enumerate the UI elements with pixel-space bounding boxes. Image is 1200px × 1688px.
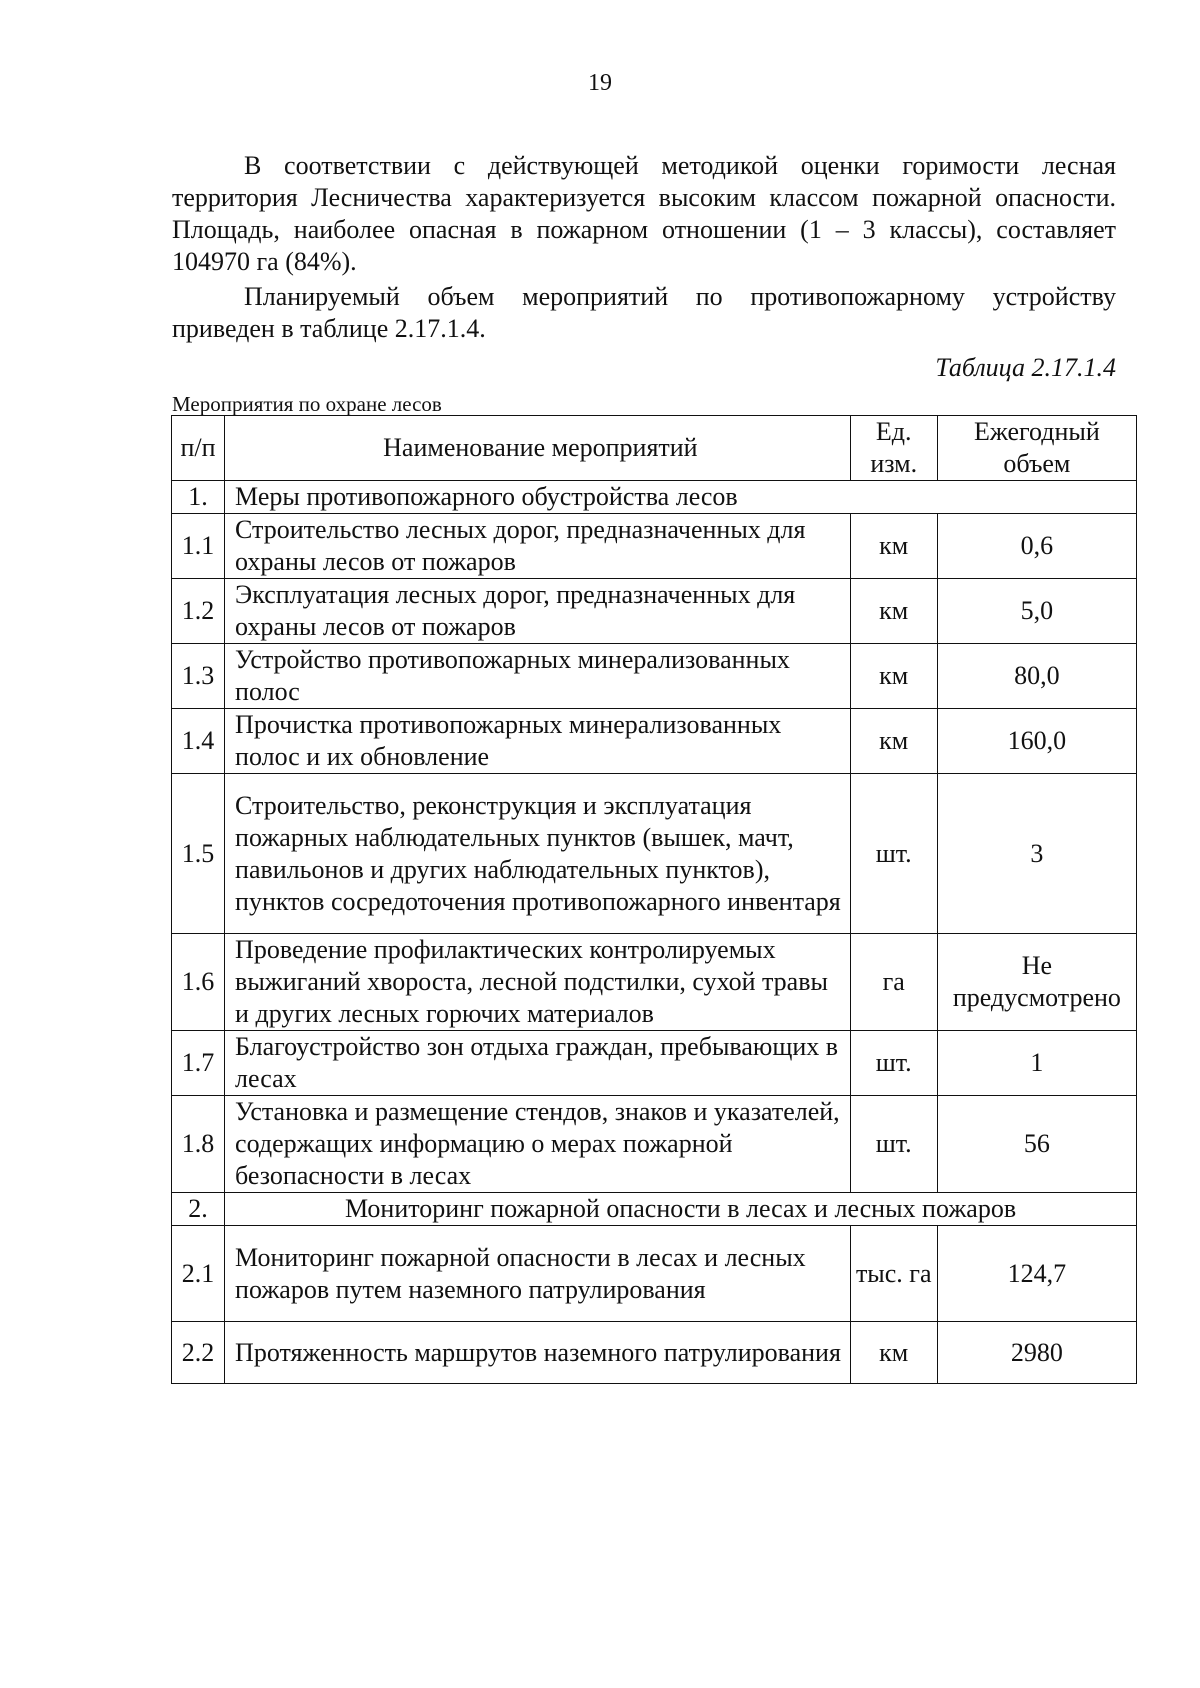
row-volume: 56 [937,1096,1136,1193]
measures-table [171,415,1137,1384]
table-row [172,579,1137,644]
row-unit: км [850,1322,937,1384]
row-num: 1.3 [172,644,225,709]
row-name: Прочистка противопожарных минерализованных полос и их обновление [225,709,851,774]
table-row [172,644,1137,709]
row-name: Мониторинг пожарной опасности в лесах и лесных пожаров путем наземного патрулирования [225,1226,851,1322]
row-name: Устройство противопожарных минерализованных полос [225,644,851,709]
row-volume: Не предусмотрено [937,934,1136,1031]
row-unit: шт. [850,774,937,934]
table-row [172,1226,1137,1322]
section-num: 1. [172,481,225,514]
section-num: 2. [172,1193,225,1226]
row-num: 1.8 [172,1096,225,1193]
row-volume: 1 [937,1031,1136,1096]
table-row [172,934,1137,1031]
row-num: 1.7 [172,1031,225,1096]
row-num: 2.1 [172,1226,225,1322]
row-name: Установка и размещение стендов, знаков и указателей, содержащих информацию о мерах пожарной безопасности в лесах [225,1096,851,1193]
row-volume: 0,6 [937,514,1136,579]
table-row [172,514,1137,579]
table-label: Таблица 2.17.1.4 [935,353,1116,382]
row-name: Благоустройство зон отдыха граждан, пребывающих в лесах [225,1031,851,1096]
header-volume: Ежегодный объем [937,416,1136,481]
row-unit: тыс. га [850,1226,937,1322]
row-name: Проведение профилактических контролируемых выжиганий хвороста, лесной подстилки, сухой травы и других лесных горючих материалов [225,934,851,1031]
table-header-row [172,416,1137,481]
table-row [172,1031,1137,1096]
row-name: Протяженность маршрутов наземного патрулирования [225,1322,851,1384]
section-title: Мониторинг пожарной опасности в лесах и лесных пожаров [225,1193,1137,1226]
row-volume: 160,0 [937,709,1136,774]
row-num: 1.4 [172,709,225,774]
section-row [172,481,1137,514]
paragraph-2 [172,281,1116,345]
row-unit: км [850,644,937,709]
row-name: Строительство, реконструкция и эксплуатация пожарных наблюдательных пунктов (вышек, мачт, павильонов и других наблюдательных пунктов), пунктов сосредоточения противопожарного инвентаря [225,774,851,934]
paragraph-text: В соответствии с действующей методикой оценки горимости лесная территория Лесничества характеризуется высоким классом пожарной опасности. Площадь, наиболее опасная в пожарном отношении (1 – 3 классы), составляет 104970 га (84%). [172,151,1116,276]
table-caption: Мероприятия по охране лесов [172,393,446,416]
row-unit: шт. [850,1031,937,1096]
page-number: 19 [588,70,612,96]
row-num: 2.2 [172,1322,225,1384]
row-name: Эксплуатация лесных дорог, предназначенных для охраны лесов от пожаров [225,579,851,644]
row-unit: га [850,934,937,1031]
table-row [172,1322,1137,1384]
paragraph-1 [172,150,1116,278]
header-num: п/п [172,416,225,481]
row-volume: 80,0 [937,644,1136,709]
row-num: 1.6 [172,934,225,1031]
section-title: Меры противопожарного обустройства лесов [225,481,1137,514]
row-num: 1.1 [172,514,225,579]
row-name: Строительство лесных дорог, предназначенных для охраны лесов от пожаров [225,514,851,579]
row-unit: км [850,514,937,579]
header-name: Наименование мероприятий [225,416,851,481]
row-volume: 3 [937,774,1136,934]
row-unit: шт. [850,1096,937,1193]
row-volume: 124,7 [937,1226,1136,1322]
row-unit: км [850,709,937,774]
table-row [172,1096,1137,1193]
section-row [172,1193,1137,1226]
header-unit: Ед. изм. [850,416,937,481]
row-unit: км [850,579,937,644]
table-row [172,774,1137,934]
row-num: 1.5 [172,774,225,934]
table-row [172,709,1137,774]
row-num: 1.2 [172,579,225,644]
row-volume: 5,0 [937,579,1136,644]
paragraph-text: Планируемый объем мероприятий по противопожарному устройству приведен в таблице 2.17.1.4. [172,282,1116,343]
row-volume: 2980 [937,1322,1136,1384]
